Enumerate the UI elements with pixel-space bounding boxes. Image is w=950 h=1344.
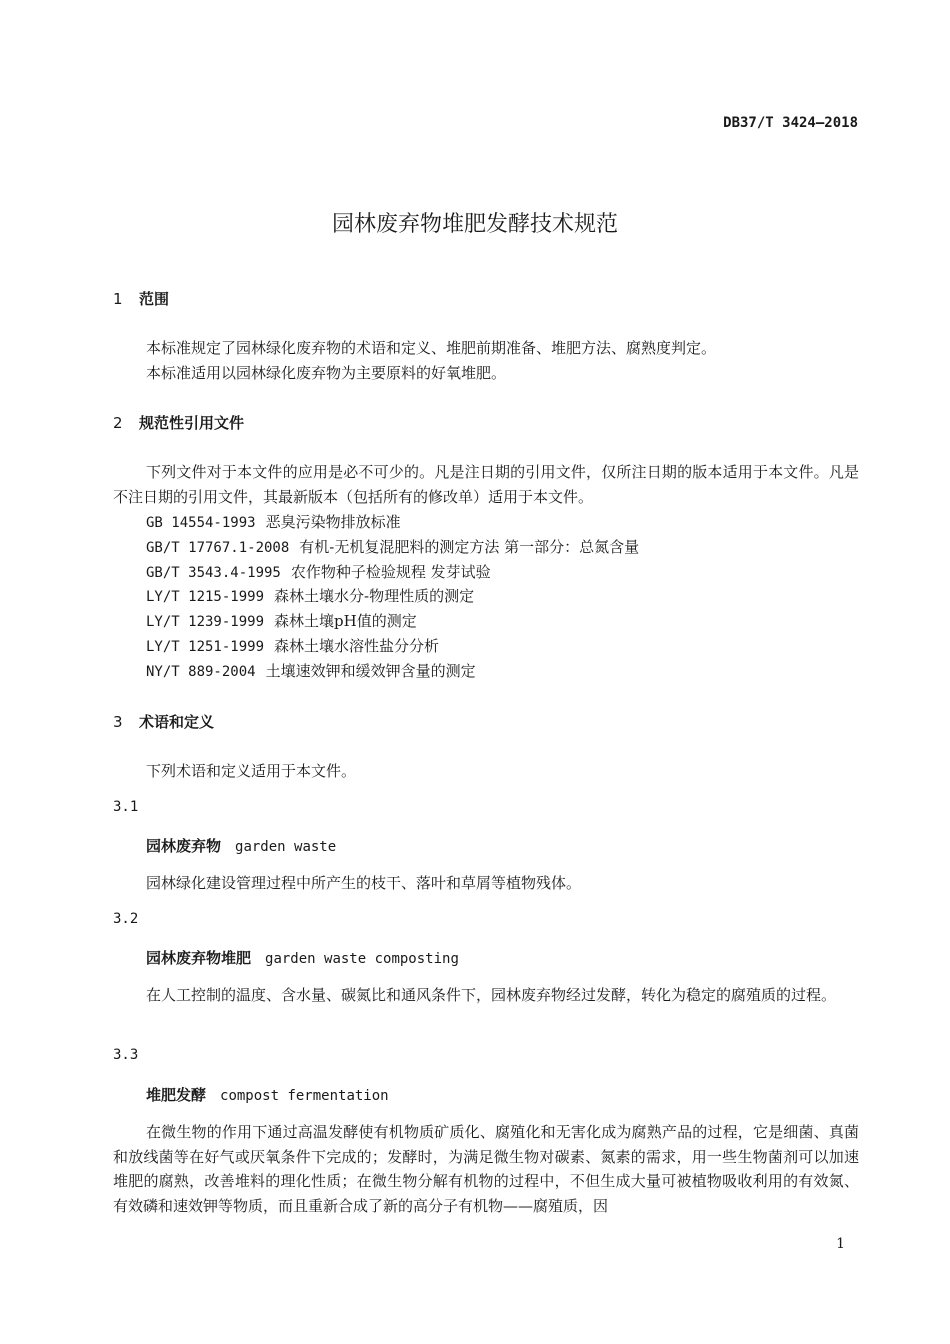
section-number: 1: [113, 290, 123, 308]
subsection-number: 3.3: [113, 1047, 139, 1063]
reference-code: LY/T 1251-1999: [146, 639, 265, 655]
term-heading: [146, 835, 336, 856]
document-title: 园林废弃物堆肥发酵技术规范: [331, 212, 618, 237]
reference-item: [146, 585, 474, 606]
term-definition: 在人工控制的温度、含水量、碳氮比和通风条件下，园林废弃物经过发酵，转化为稳定的腐殖质的过程。: [146, 986, 837, 1004]
term-heading: [146, 947, 459, 968]
paragraph: 下列术语和定义适用于本文件。: [146, 762, 357, 780]
term-definition: 在微生物的作用下通过高温发酵使有机物质矿质化、腐殖化和无害化成为腐熟产品的过程，它是细菌、真菌和放线菌等在好气或厌氧条件下完成的；发酵时，为满足微生物对碳素、氮素的需求，用一些生物菌剂可以加速堆肥的腐熟，改善堆料的理化性质；在微生物分解有机物的过程中，不但生成大量可被植物吸收利用的有效氮、有效磷和速效钾等物质，而且重新合成了新的高分子有机物——腐殖质，因: [113, 1123, 859, 1215]
document-id: DB37/T 3424—2018: [723, 115, 858, 131]
reference-item: [146, 610, 417, 631]
reference-title: 土壤速效钾和缓效钾含量的测定: [265, 662, 476, 680]
term-en: compost fermentation: [220, 1088, 389, 1104]
section-title: 术语和定义: [139, 713, 215, 731]
reference-title: 农作物种子检验规程 发芽试验: [290, 563, 491, 581]
reference-code: LY/T 1215-1999: [146, 589, 265, 605]
reference-item: [146, 511, 401, 532]
reference-code: GB 14554-1993: [146, 515, 256, 531]
reference-title: 恶臭污染物排放标准: [265, 513, 401, 531]
page-number: 1: [836, 1236, 845, 1252]
term-zh: 堆肥发酵: [146, 1086, 207, 1104]
section-number: 2: [113, 414, 123, 432]
section-heading: [113, 711, 214, 732]
reference-title: 森林土壤pH值的测定: [274, 612, 417, 630]
reference-title: 森林土壤水溶性盐分分析: [274, 637, 440, 655]
reference-code: GB/T 3543.4-1995: [146, 565, 281, 581]
reference-title: 有机-无机复混肥料的测定方法 第一部分：总氮含量: [299, 538, 640, 556]
reference-code: GB/T 17767.1-2008: [146, 540, 290, 556]
reference-item: [146, 561, 491, 582]
subsection-number: 3.1: [113, 799, 139, 815]
term-zh: 园林废弃物堆肥: [146, 949, 252, 967]
reference-item: [146, 660, 476, 681]
term-en: garden waste composting: [265, 951, 459, 967]
term-en: garden waste: [235, 839, 337, 855]
paragraph: 本标准适用以园林绿化废弃物为主要原料的好氧堆肥。: [146, 364, 507, 382]
section-heading: [113, 412, 244, 433]
subsection-number: 3.2: [113, 911, 139, 927]
reference-code: NY/T 889-2004: [146, 664, 256, 680]
paragraph: 本标准规定了园林绿化废弃物的术语和定义、堆肥前期准备、堆肥方法、腐熟度判定。: [146, 339, 717, 357]
section-number: 3: [113, 713, 123, 731]
term-heading: [146, 1084, 389, 1105]
term-definition: 园林绿化建设管理过程中所产生的枝干、落叶和草屑等植物残体。: [146, 874, 582, 892]
paragraph: 下列文件对于本文件的应用是必不可少的。凡是注日期的引用文件，仅所注日期的版本适用于本文件。凡是不注日期的引用文件，其最新版本（包括所有的修改单）适用于本文件。: [113, 463, 859, 506]
section-title: 规范性引用文件: [139, 414, 245, 432]
reference-title: 森林土壤水分-物理性质的测定: [274, 587, 475, 605]
term-zh: 园林废弃物: [146, 837, 222, 855]
section-title: 范围: [139, 290, 170, 308]
reference-item: [146, 635, 439, 656]
section-heading: [113, 288, 169, 309]
reference-code: LY/T 1239-1999: [146, 614, 265, 630]
reference-item: [146, 536, 639, 557]
